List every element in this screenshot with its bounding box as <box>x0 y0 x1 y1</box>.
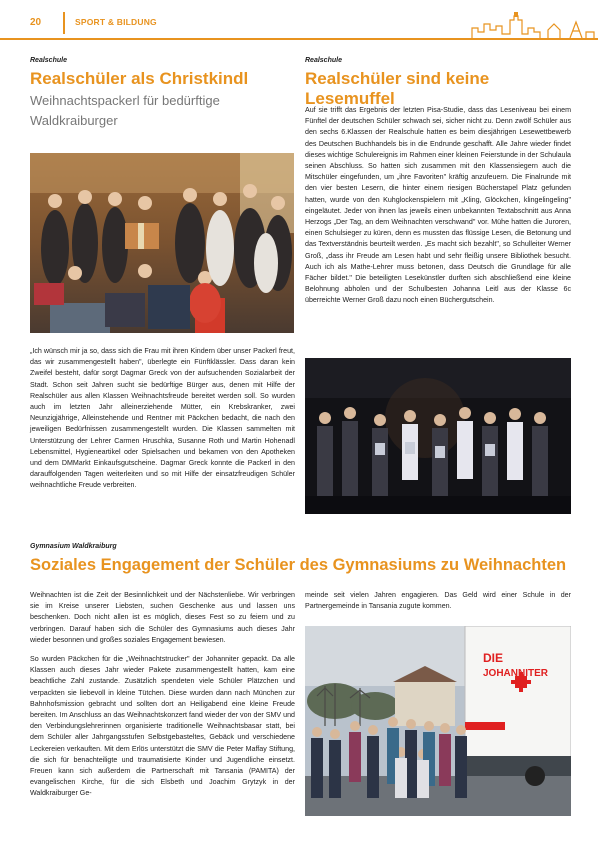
article-kicker: Realschule <box>30 57 67 64</box>
article-subtitle: Weihnachtspackerl für bedürftige Waldkraiburger <box>30 92 220 128</box>
page-number: 20 <box>30 17 42 28</box>
truck-logo-line1: DIE <box>483 651 504 665</box>
article-gymnasium <box>30 543 571 575</box>
article-paragraph: Weihnachten ist die Zeit der Besinnlichkeit und der Nächstenliebe. Wir verbringen sie im Kreise unserer Liebsten, suchen Geschenke aus und lassen uns beschenken. Doch nicht allen ist es möglich, dieses Fest so zu feiern und zu verbringen. Darauf haben sich die Schüler des Gymnasiums auch dieses Jahr wieder besonnen und großes soziales Engagement bewiesen. <box>30 591 295 644</box>
article-body <box>30 346 295 500</box>
town-skyline-icon <box>470 10 598 40</box>
header-divider <box>63 12 65 34</box>
article-title: Realschüler als Christkindl <box>30 69 249 88</box>
article-kicker: Realschule <box>305 57 342 64</box>
article-body <box>30 590 295 808</box>
article-christkindl <box>30 57 295 131</box>
article-lesemuffel <box>305 57 571 108</box>
article-body-continued <box>305 590 571 620</box>
article-body-text: Auf sie trifft das Ergebnis der letzten Pisa-Studie, dass das Leseniveau bei einem Fünftel der deutschen Schüler schwach sei, sicher nicht zu. Denn zwölf Schüler aus den sechs 6.Klassen der Realschule hatten es beim diesjährigen Lesewettbewerb des Deutschen Buchhandels bis in die Endrunde geschafft. Alle Jahre wieder findet dieses wichtige Schulereignis im Rahmen einer kleinen Feierstunde in der Schulaula seinen Abschluss. So hatten sich zusammen mit den Klassensiegern auch die Mitschüler eingefunden, um „ihre Favoriten" kräftig anzufeuern. Die Finalrunde mit den vier besten Lesern, die hinter einem riesigen Bücherstapel Platz gefunden hatten, wurde von den Kuhglockenspielern mit „Kling, Glöckchen, klingelingeling" eingeläutet. Jeder von ihnen las jeweils einen unbekannten Textabschnitt aus Anna Herzogs „Der Tag, an dem Weihnachten verschwand" vor. Mühe hatten die Juroren, einen Schulsieger zu küren, denn es mussten das flüssige Lesen, die Betonung und das Textverständnis beurteilt werden. „Es macht sich bezahlt", so Schulleiter Werner Groß, „dass ihr Freude am Lesen habt und sehr fleißig unsere Bibliothek besucht. Auch ich als Mathe-Lehrer muss betonen, dass Deutsch die Grundlage für alle Fächer bildet." Die beteiligten Lesekünstler durften sich abschließend eine kleine Belohnung abholen und der Schulbesten Johanna Leitl aus der Klasse 6c überreichte Werner Groß dazu noch einen Büchergutschein. <box>305 106 571 305</box>
article-title: Soziales Engagement der Schüler des Gymnasiums zu Weihnachten <box>30 556 567 574</box>
page-header <box>0 0 598 44</box>
article-title: Realschüler sind keine Lesemuffel <box>305 69 490 108</box>
section-name: SPORT & BILDUNG <box>75 17 157 27</box>
article-body-text: „Ich wünsch mir ja so, dass sich die Frau mit ihren Kindern über unser Packerl freut, das wir zusammengestellt haben", überlegte ein Fünftklässler. Dass daran kein Zweifel besteht, dafür sorgt Dagmar Greck von der aufsuchenden Sozialarbeit der Stadt. Schon seit Jahren sucht sie bedürftige Bürger aus, denen mit Hilfe der Realschüler aus allen Klassen Weihnachtsfreude bereitet werden soll. So wurden auch im letzten Jahr alleinerziehende Mütter, ein Krebskranker, zwei Neunzigjährige, Alleinstehende und Rentner mit Päckchen bedacht, die nach den jeweiligen Bedürfnissen zusammengestellt wurden. Die Klassen sammelten mit Unterstützung der Lehrer Carmen Hruschka, Susanne Roth und Martin Hohenadl Lebensmittel, Hygieneartikel oder Spielsachen und bekamen von den Apotheken und dem DMMarkt Einkaufsgutscheine. Dagmar Greck konnte die Packerl in den darauffolgenden Tagen weiterleiten und so mit Hilfe der einsatzfreudigen Schüler weihnachtliche Freude verbreiten. <box>30 347 295 490</box>
truck-logo-line2: JOHANNITER <box>483 668 549 679</box>
article-body <box>305 105 571 315</box>
reading-contest-students-photo <box>305 358 571 514</box>
students-with-johanniter-truck-photo <box>305 626 571 816</box>
group-with-gift-packages-photo <box>30 153 294 333</box>
article-paragraph: So wurden Päckchen für die „Weihnachtstrucker" der Johanniter gepackt. Da alle Klassen auch dieses Jahr wieder Pakete zusammengestellt hatten, kam eine beachtliche Zahl zustande. Zusätzlich spendeten viele Schüler Plätzchen und verpackten sie liebevoll in kleine Tütchen. Diese wurden dann nach München zur Bahnhofsmission gebracht und sollten dort an Heiligabend eine kleine Freude bereiten. Im Anschluss an das Weihnachtskonzert fand wieder der von der SMV und den Verbindungslehrerinnen organisierte traditionelle Weihnachtsbasar statt, bei dem Schüler aller Jahrgangsstufen Selbstgebasteltes, Gebäck und verschiedene Leckereien verkauften. Mit dem Erlös unterstützt die SMV die Peter Maffay Stiftung, die sich für benachteiligte und traumatisierte Kinder und Jugendliche einsetzt. Freuen kann sich außerdem die Partnerschaft mit Tansania (PAMITA) der evangelischen Kirche, für die sich Elsbeth und Joachim Grytzyk in der Waldkraiburger Ge- <box>30 655 295 798</box>
article-paragraph: meinde seit vielen Jahren engagieren. Das Geld wird einer Schule in der Partnergemeinde in Tansania zugute kommen. <box>305 591 571 611</box>
header-rule <box>0 38 598 40</box>
article-kicker: Gymnasium Waldkraiburg <box>30 543 117 550</box>
